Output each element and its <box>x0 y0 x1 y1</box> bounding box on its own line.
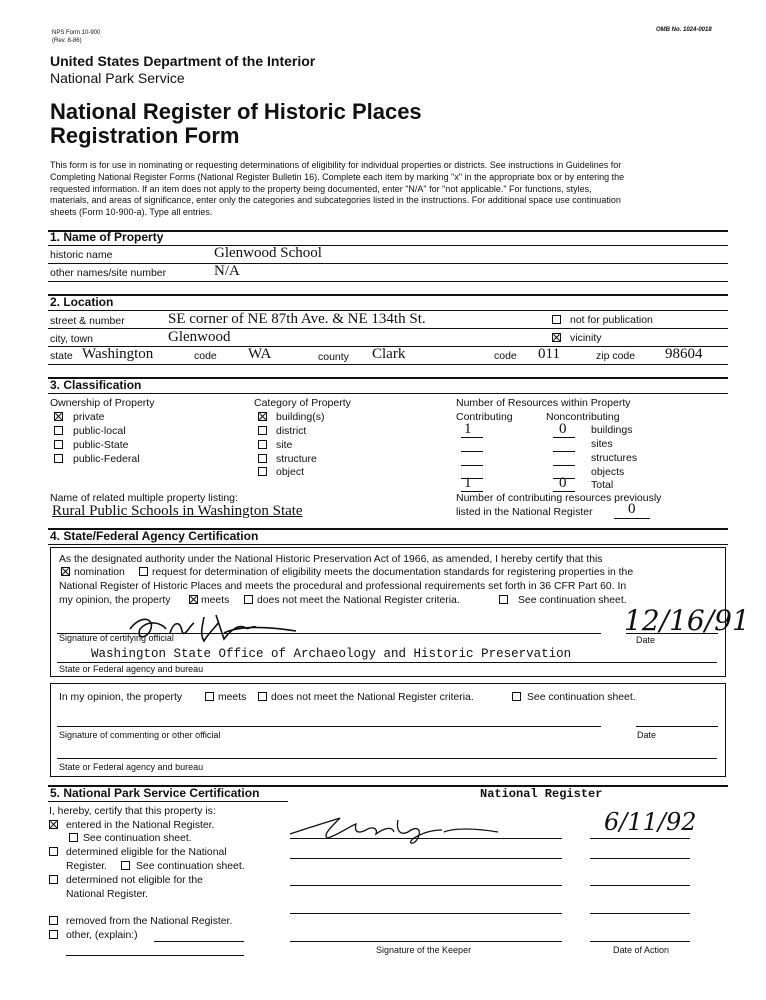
ownership-public-federal-checkbox[interactable] <box>54 454 63 463</box>
keeper-option: National Register. <box>66 889 149 900</box>
form-title-line2: Registration Form <box>50 123 240 148</box>
signature-line <box>290 913 562 914</box>
previously-listed-value[interactable]: 0 <box>628 501 636 517</box>
action-date-label: Date of Action <box>613 945 670 955</box>
resource-row-label: sites <box>591 438 613 450</box>
continuation-label: See continuation sheet. <box>518 595 627 606</box>
category-option: district <box>276 425 307 437</box>
instructions-line: This form is for use in nominating or requesting determinations of eligibility for individual properties or districts. See instructions in Guidelines for <box>50 160 622 170</box>
signature-label: Signature of commenting or other official <box>59 730 221 740</box>
continuation-label: See continuation sheet. <box>136 861 245 872</box>
signature-line <box>57 726 601 727</box>
field-rule <box>48 263 728 264</box>
meets-label: meets <box>218 692 247 703</box>
date-label: Date <box>637 730 657 740</box>
section2-heading: 2. Location <box>50 295 114 309</box>
meets-label: meets <box>201 595 230 606</box>
noncontributing-buildings-value[interactable]: 0 <box>559 421 567 437</box>
eligible-continuation-checkbox[interactable] <box>121 861 130 870</box>
previously-listed-label: listed in the National Register <box>456 506 593 518</box>
instructions-line: requested information. If an item does not apply to the property being documented, enter "N/A" for "not applicable." For functions, styles, <box>50 183 592 194</box>
omb-number: OMB No. 1024-0018 <box>656 27 712 33</box>
form-number: NPS Form 10-900 <box>52 30 101 36</box>
does-not-meet-label: does not meet the National Register criteria. <box>257 595 460 606</box>
nomination-checkbox[interactable] <box>61 567 70 576</box>
count-blank <box>461 451 483 452</box>
date-line <box>636 726 718 727</box>
does-not-meet-label: does not meet the National Register criteria. <box>271 692 474 703</box>
historic-name-value[interactable]: Glenwood School <box>214 245 322 261</box>
other-checkbox[interactable] <box>49 930 58 939</box>
section-rule <box>48 801 288 802</box>
section-rule <box>48 294 728 296</box>
multiple-property-value[interactable]: Rural Public Schools in Washington State <box>52 503 303 519</box>
category-option: building(s) <box>276 411 325 423</box>
date-line <box>590 885 690 886</box>
category-building-checkbox[interactable] <box>258 412 267 421</box>
nomination-label: nomination <box>74 567 125 578</box>
vicinity-label: vicinity <box>570 332 602 344</box>
signature-line <box>290 858 562 859</box>
certification-text: National Register of Historic Places and meets the procedural and professional requirements set forth in 36 CFR Part 60. In <box>59 581 627 592</box>
state-code-label: code <box>194 350 217 362</box>
vicinity-checkbox[interactable] <box>552 333 561 342</box>
keeper-option: removed from the National Register. <box>66 916 233 927</box>
state-code-value[interactable]: WA <box>248 346 272 362</box>
section-rule <box>48 245 728 246</box>
field-rule <box>48 328 728 329</box>
zip-label: zip code <box>596 350 636 362</box>
keeper-intro: I, hereby, certify that this property is: <box>49 806 216 817</box>
category-heading: Category of Property <box>254 397 351 409</box>
continuation-label: See continuation sheet. <box>83 833 192 844</box>
form-revision: (Rev. 8-86) <box>52 38 82 44</box>
instructions-line: materials, and areas of significance, enter only the categories and subcategories listed in the instructions. For additional space use continuation <box>50 195 621 206</box>
signature-line <box>290 838 562 839</box>
meets-checkbox[interactable] <box>189 595 198 604</box>
does-not-meet-checkbox-2[interactable] <box>258 692 267 701</box>
continuation-sheet-checkbox[interactable] <box>499 595 508 604</box>
ownership-public-state-checkbox[interactable] <box>54 440 63 449</box>
section5-heading: 5. National Park Service Certification <box>50 786 260 800</box>
certification-text: As the designated authority under the National Historic Preservation Act of 1966, as amended, I hereby certify that this <box>59 554 603 565</box>
zip-value[interactable]: 98604 <box>665 346 703 362</box>
signature-line <box>290 885 562 886</box>
determined-not-eligible-checkbox[interactable] <box>49 875 58 884</box>
section4-heading: 4. State/Federal Agency Certification <box>50 529 259 543</box>
request-determination-checkbox[interactable] <box>139 567 148 576</box>
service-name: National Park Service <box>50 70 185 86</box>
state-label: state <box>50 350 73 362</box>
national-register-stamp: National Register <box>480 787 603 801</box>
resources-heading: Number of Resources within Property <box>456 397 631 409</box>
section-rule <box>48 393 728 394</box>
category-site-checkbox[interactable] <box>258 440 267 449</box>
certification-text: request for determination of eligibility meets the documentation standards for registering properties in the <box>152 567 634 578</box>
date-label: Date <box>636 635 656 645</box>
county-label: county <box>318 351 349 363</box>
contributing-buildings-value[interactable]: 1 <box>464 421 472 437</box>
resource-row-label: buildings <box>591 424 633 436</box>
category-district-checkbox[interactable] <box>258 426 267 435</box>
city-value[interactable]: Glenwood <box>168 329 231 345</box>
agency-value[interactable]: Washington State Office of Archaeology and Historic Preservation <box>91 647 572 661</box>
field-rule <box>48 364 728 365</box>
section3-heading: 3. Classification <box>50 378 142 392</box>
explain-line <box>66 955 244 956</box>
date-line <box>590 858 690 859</box>
certification-date-value: 12/16/91 <box>624 604 750 637</box>
resource-row-label: Total <box>591 479 614 491</box>
resource-row-label: objects <box>591 466 625 478</box>
date-line <box>590 913 690 914</box>
removed-checkbox[interactable] <box>49 916 58 925</box>
category-object-checkbox[interactable] <box>258 467 267 476</box>
entered-continuation-checkbox[interactable] <box>69 833 78 842</box>
ownership-option: public-State <box>73 439 129 451</box>
date-line <box>590 941 690 942</box>
not-for-publication-label: not for publication <box>570 314 653 326</box>
noncontributing-total-value[interactable]: 0 <box>559 475 567 491</box>
ownership-public-local-checkbox[interactable] <box>54 426 63 435</box>
ownership-option: public-Federal <box>73 453 140 465</box>
does-not-meet-checkbox[interactable] <box>244 595 253 604</box>
count-blank <box>461 465 483 466</box>
keeper-option: determined not eligible for the <box>66 875 203 886</box>
signature-line <box>290 941 562 942</box>
signature-label: Signature of certifying official <box>59 633 174 643</box>
keeper-option: determined eligible for the National <box>66 847 227 858</box>
category-option: object <box>276 466 305 478</box>
city-label: city, town <box>50 333 93 345</box>
multiple-property-label: Name of related multiple property listing: <box>50 492 238 504</box>
entered-checkbox[interactable] <box>49 820 58 829</box>
other-names-label: other names/site number <box>50 267 167 279</box>
not-for-publication-checkbox[interactable] <box>552 315 561 324</box>
contributing-total-value[interactable]: 1 <box>464 475 472 491</box>
keeper-signature <box>284 808 524 848</box>
section-rule <box>48 377 728 379</box>
instructions-line: Completing National Register Forms (National Register Bulletin 16). Complete each item by marking "x" in the appropriate box or by entering the <box>50 171 625 182</box>
agency-label: State or Federal agency and bureau <box>59 664 204 674</box>
keeper-option: other, (explain:) <box>66 930 138 941</box>
continuation-sheet-checkbox-2[interactable] <box>512 692 521 701</box>
other-names-value[interactable]: N/A <box>214 263 240 279</box>
count-blank <box>553 451 575 452</box>
opinion-text: my opinion, the property <box>59 595 171 606</box>
keeper-option: entered in the National Register. <box>66 820 215 831</box>
keeper-date-value: 6/11/92 <box>604 808 697 836</box>
state-value[interactable]: Washington <box>82 346 154 362</box>
keeper-option: Register. <box>66 861 108 872</box>
opinion-text: In my opinion, the property <box>59 692 183 703</box>
determined-eligible-checkbox[interactable] <box>49 847 58 856</box>
contributing-heading: Contributing <box>456 411 513 423</box>
date-line <box>590 838 690 839</box>
county-code-value[interactable]: 011 <box>538 346 560 362</box>
previously-listed-label: Number of contributing resources previously <box>456 492 662 504</box>
instructions-line: sheets (Form 10-900-a). Type all entries. <box>50 207 213 218</box>
resource-row-label: structures <box>591 452 638 464</box>
agency-label: State or Federal agency and bureau <box>59 762 204 772</box>
ownership-option: private <box>73 411 105 423</box>
ownership-option: public-local <box>73 425 126 437</box>
ownership-private-checkbox[interactable] <box>54 412 63 421</box>
street-value[interactable]: SE corner of NE 87th Ave. & NE 134th St. <box>168 311 426 327</box>
section1-heading: 1. Name of Property <box>50 230 164 244</box>
agency-line <box>57 758 717 759</box>
agency-line <box>57 662 717 663</box>
section-rule <box>48 544 728 545</box>
date-line <box>626 633 718 634</box>
form-title-line1: National Register of Historic Places <box>50 99 422 124</box>
explain-line <box>154 941 244 942</box>
county-code-label: code <box>494 350 517 362</box>
meets-checkbox-2[interactable] <box>205 692 214 701</box>
historic-name-label: historic name <box>50 249 113 261</box>
continuation-label: See continuation sheet. <box>527 692 636 703</box>
count-blank <box>553 465 575 466</box>
count-blank <box>614 518 650 519</box>
instructions <box>50 160 730 219</box>
field-rule <box>48 281 728 282</box>
department-name: United States Department of the Interior <box>50 53 316 69</box>
ownership-heading: Ownership of Property <box>50 397 155 409</box>
noncontributing-heading: Noncontributing <box>546 411 620 423</box>
count-blank <box>553 437 575 438</box>
category-option: site <box>276 439 293 451</box>
street-label: street & number <box>50 315 125 327</box>
keeper-signature-label: Signature of the Keeper <box>376 945 472 955</box>
category-structure-checkbox[interactable] <box>258 454 267 463</box>
county-value[interactable]: Clark <box>372 346 406 362</box>
count-blank <box>461 437 483 438</box>
category-option: structure <box>276 453 317 465</box>
